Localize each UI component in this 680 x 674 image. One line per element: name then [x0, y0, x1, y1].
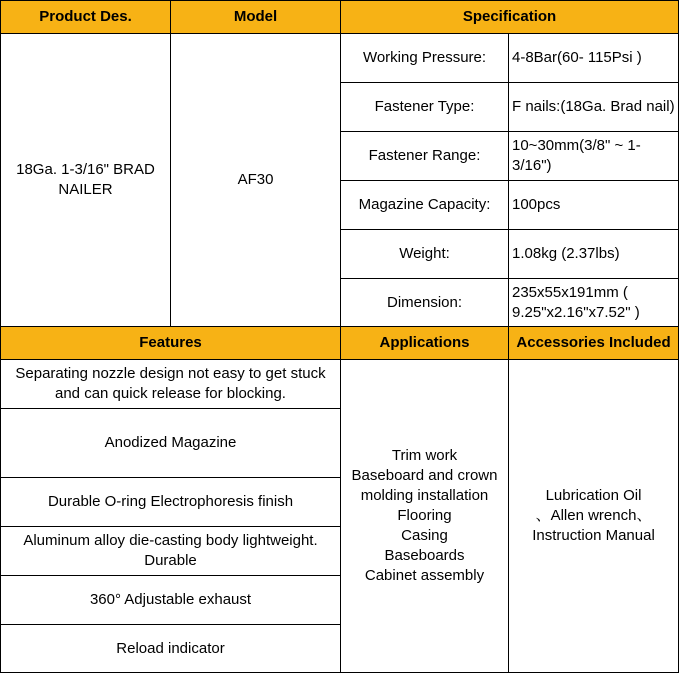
spec-label: Fastener Type:	[341, 83, 509, 132]
spec-row-working-pressure	[1, 34, 679, 83]
spec-value: 100pcs	[509, 181, 679, 230]
spec-value: 235x55x191mm ( 9.25"x2.16"x7.52" )	[509, 279, 679, 327]
header-accessories: Accessories Included	[509, 327, 679, 360]
feature-item: Reload indicator	[1, 625, 341, 673]
header-specification: Specification	[341, 1, 679, 34]
spec-label: Fastener Range:	[341, 132, 509, 181]
feature-item: Durable O-ring Electrophoresis finish	[1, 478, 341, 527]
spec-value: 1.08kg (2.37lbs)	[509, 230, 679, 279]
header-product-des: Product Des.	[1, 1, 171, 34]
spec-label: Dimension:	[341, 279, 509, 327]
applications-list: Trim work Baseboard and crown molding installation Flooring Casing Baseboards Cabinet assembly	[341, 360, 509, 673]
spec-label: Magazine Capacity:	[341, 181, 509, 230]
bottom-header-row	[1, 327, 679, 360]
spec-value: F nails:(18Ga. Brad nail)	[509, 83, 679, 132]
feature-item: Anodized Magazine	[1, 409, 341, 478]
feature-item: 360° Adjustable exhaust	[1, 576, 341, 625]
spec-value: 10~30mm(3/8" ~ 1-3/16")	[509, 132, 679, 181]
header-model: Model	[171, 1, 341, 34]
accessories-list: Lubrication Oil 、Allen wrench、 Instruction Manual	[509, 360, 679, 673]
feature-row	[1, 360, 679, 409]
feature-item: Separating nozzle design not easy to get stuck and can quick release for blocking.	[1, 360, 341, 409]
feature-item: Aluminum alloy die-casting body lightweight. Durable	[1, 527, 341, 576]
product-model: AF30	[171, 34, 341, 327]
spec-value: 4-8Bar(60- 115Psi )	[509, 34, 679, 83]
spec-label: Working Pressure:	[341, 34, 509, 83]
header-features: Features	[1, 327, 341, 360]
header-applications: Applications	[341, 327, 509, 360]
spec-label: Weight:	[341, 230, 509, 279]
product-description: 18Ga. 1-3/16" BRAD NAILER	[1, 34, 171, 327]
top-header-row	[1, 1, 679, 34]
